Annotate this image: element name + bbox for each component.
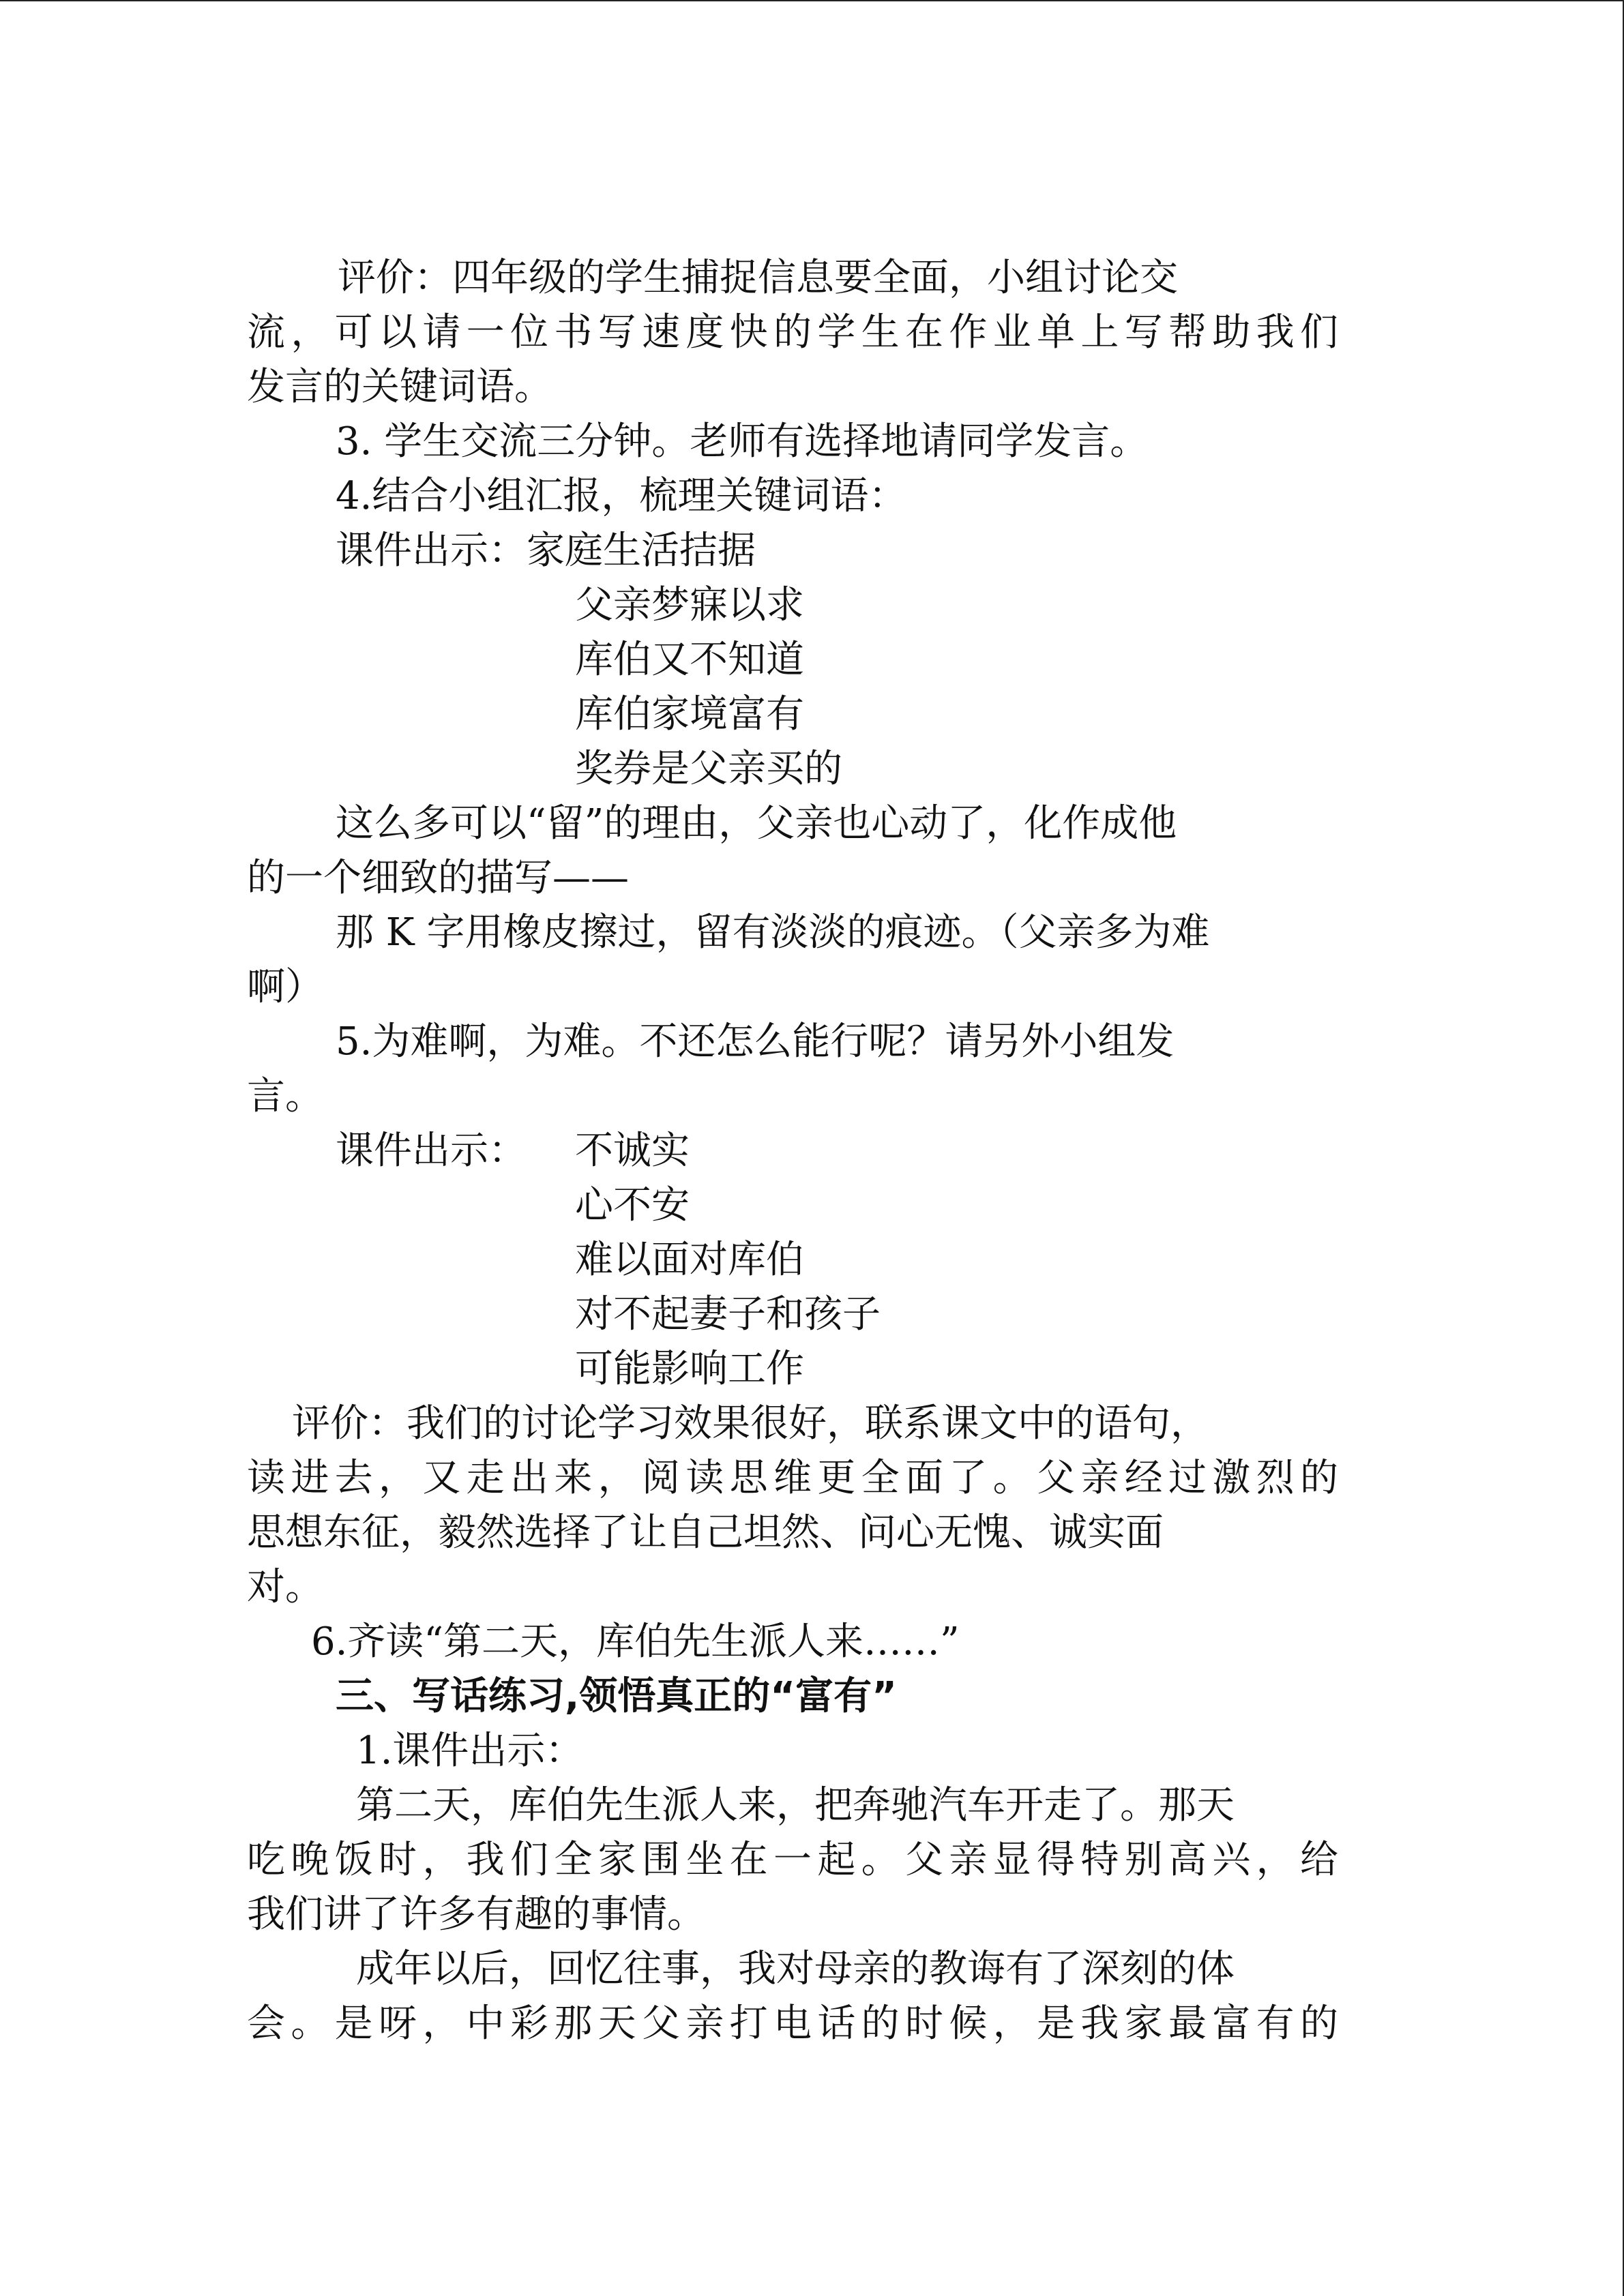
text-line: 库伯家境富有 [575, 692, 804, 736]
text-line: 6.齐读“第二天，库伯先生派人来……” [311, 1620, 960, 1664]
text-line: 评价：四年级的学生捕捉信息要全面，小组讨论交 [338, 256, 1178, 300]
text-line: 评价：我们的讨论学习效果很好，联系课文中的语句， [292, 1401, 1209, 1446]
text-line: 会。是呀，中彩那天父亲打电话的时候，是我家最富有的 [247, 2001, 1338, 2046]
text-line: 难以面对库伯 [575, 1238, 804, 1282]
text-line: 我们讲了许多有趣的事情。 [247, 1892, 705, 1937]
text-line: 对不起妻子和孩子 [575, 1292, 881, 1337]
text-line: 思想东征，毅然选择了让自己坦然、问心无愧、诚实面 [247, 1510, 1164, 1555]
text-line: 课件出示： [336, 1129, 527, 1173]
text-line: 1.课件出示： [356, 1729, 584, 1773]
text-line: 那 K 字用橡皮擦过，留有淡淡的痕迹。（父亲多为难 [336, 910, 1210, 955]
text-line: 不诚实 [575, 1129, 690, 1173]
text-line: 吃晚饭时，我们全家围坐在一起。父亲显得特别高兴，给 [247, 1838, 1338, 1882]
text-line: 库伯又不知道 [575, 638, 804, 682]
text-line: 奖券是父亲买的 [575, 747, 842, 791]
text-line: 心不安 [575, 1183, 690, 1227]
text-line: 发言的关键词语。 [247, 365, 552, 409]
text-line: 言。 [247, 1074, 323, 1118]
text-line: 3. 学生交流三分钟。老师有选择地请同学发言。 [336, 419, 1149, 464]
text-line: 课件出示：家庭生活拮据 [336, 528, 756, 573]
text-line: 父亲梦寐以求 [575, 583, 804, 627]
text-line: 可能影响工作 [575, 1347, 804, 1391]
text-line: 读进去，又走出来，阅读思维更全面了。父亲经过激烈的 [247, 1456, 1338, 1500]
text-line: 这么多可以“留”的理由，父亲也心动了，化作成他 [336, 801, 1177, 846]
text-line: 的一个细致的描写—— [247, 856, 629, 900]
text-line: 5.为难啊，为难。不还怎么能行呢？请另外小组发 [336, 1019, 1175, 1064]
text-line: 流，可以请一位书写速度快的学生在作业单上写帮助我们 [247, 310, 1338, 355]
text-line: 第二天，库伯先生派人来，把奔驰汽车开走了。那天 [356, 1783, 1235, 1828]
text-line: 4.结合小组汇报，梳理关键词语： [336, 474, 907, 518]
text-line: 成年以后，回忆往事，我对母亲的教诲有了深刻的体 [356, 1947, 1235, 1991]
text-line: 啊） [247, 965, 323, 1009]
text-line: 对。 [247, 1565, 323, 1609]
section-heading: 三、写话练习,领悟真正的“富有” [336, 1674, 897, 1718]
